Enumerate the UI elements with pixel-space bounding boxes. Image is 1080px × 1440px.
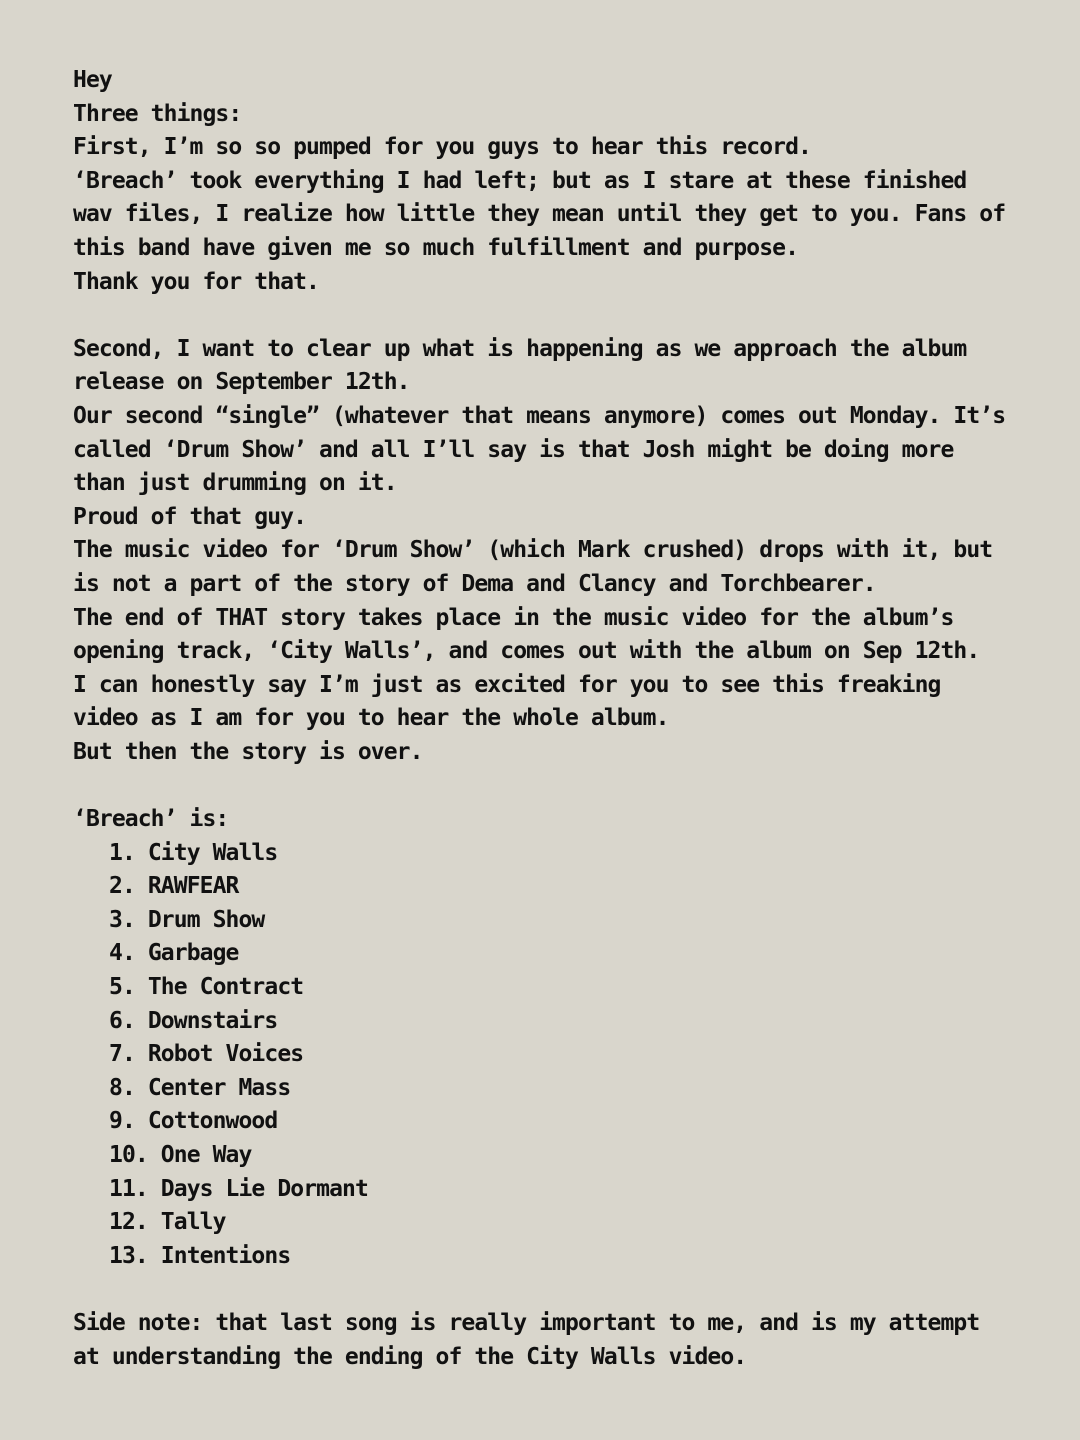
track-number: 1. — [109, 839, 135, 866]
track-title: Tally — [160, 1209, 226, 1236]
track-number: 13. — [109, 1242, 148, 1269]
track-item — [109, 1038, 1013, 1072]
track-item — [109, 837, 1013, 871]
track-item — [109, 1105, 1013, 1139]
track-item — [109, 971, 1013, 1005]
track-number: 9. — [109, 1108, 135, 1135]
paragraph: I can honestly say I’m just as excited for you to see this freaking video as I am for you to hear the whole album. — [73, 671, 954, 732]
track-item — [109, 1072, 1013, 1106]
track-item — [109, 870, 1013, 904]
paragraph: Proud of that guy. — [73, 503, 307, 530]
track-number: 6. — [109, 1007, 135, 1034]
track-title: The Contract — [147, 974, 304, 1001]
track-title: RAWFEAR — [147, 873, 239, 900]
track-title: Robot Voices — [147, 1041, 304, 1068]
track-item — [109, 1005, 1013, 1039]
track-number: 8. — [109, 1074, 135, 1101]
tracklist — [73, 837, 1013, 1274]
track-title: Intentions — [160, 1242, 291, 1269]
paragraph: The end of THAT story takes place in the music video for the album’s opening track, ‘City Walls’, and comes out with the album on Sep 12th. — [73, 604, 980, 665]
paragraph: Our second “single” (whatever that means anymore) comes out Monday. It’s called ‘Drum Show’ and all I’ll say is that Josh might be doing more than just drumming on it. — [73, 402, 1019, 497]
track-number: 11. — [109, 1175, 148, 1202]
blank-line — [73, 299, 1013, 333]
track-title: Days Lie Dormant — [160, 1175, 368, 1202]
track-number: 12. — [109, 1209, 148, 1236]
paragraph: First, I’m so so pumped for you guys to hear this record. — [73, 134, 811, 161]
section-first — [73, 131, 1019, 299]
tracklist-heading: ‘Breach’ is: — [73, 806, 229, 833]
track-item — [109, 1206, 1013, 1240]
track-item — [109, 937, 1013, 971]
track-number: 3. — [109, 906, 135, 933]
track-number: 10. — [109, 1142, 148, 1168]
track-title: Cottonwood — [147, 1108, 278, 1135]
track-item — [109, 904, 1013, 938]
track-title: Garbage — [147, 940, 239, 967]
paragraph: But then the story is over. — [73, 738, 423, 765]
blank-line — [73, 1273, 1013, 1307]
track-number: 2. — [109, 873, 135, 900]
track-number: 5. — [109, 974, 135, 1001]
track-title: City Walls — [147, 839, 278, 866]
paragraph: Thank you for that. — [73, 268, 319, 295]
paragraph: ‘Breach’ took everything I had left; but as I stare at these finished wav files, I realize how little they mean until they get to you. Fans of this band have given me so much fulfillment and purpose. — [73, 167, 1019, 261]
track-title: One Way — [160, 1142, 252, 1168]
track-title: Drum Show — [147, 906, 265, 933]
letter-body — [73, 64, 1019, 1374]
track-number: 4. — [109, 940, 135, 967]
track-item — [109, 1240, 1013, 1274]
paragraph: The music video for ‘Drum Show’ (which Mark crushed) drops with it, but is not a part of the story of Dema and Clancy and Torchbearer. — [73, 537, 1006, 597]
track-item — [109, 1139, 1013, 1173]
track-title: Downstairs — [147, 1007, 278, 1034]
paragraph: Second, I want to clear up what is happening as we approach the album release on September 12th. — [73, 335, 980, 396]
track-number: 7. — [109, 1041, 135, 1068]
side-note: Side note: that last song is really important to me, and is my attempt at understanding the ending of the City Walls video. — [73, 1309, 993, 1370]
intro-line: Three things: — [73, 100, 242, 127]
blank-line — [73, 769, 1013, 803]
section-second — [73, 333, 1019, 770]
track-title: Center Mass — [147, 1074, 291, 1101]
track-item — [109, 1173, 1013, 1207]
greeting: Hey — [73, 67, 112, 93]
